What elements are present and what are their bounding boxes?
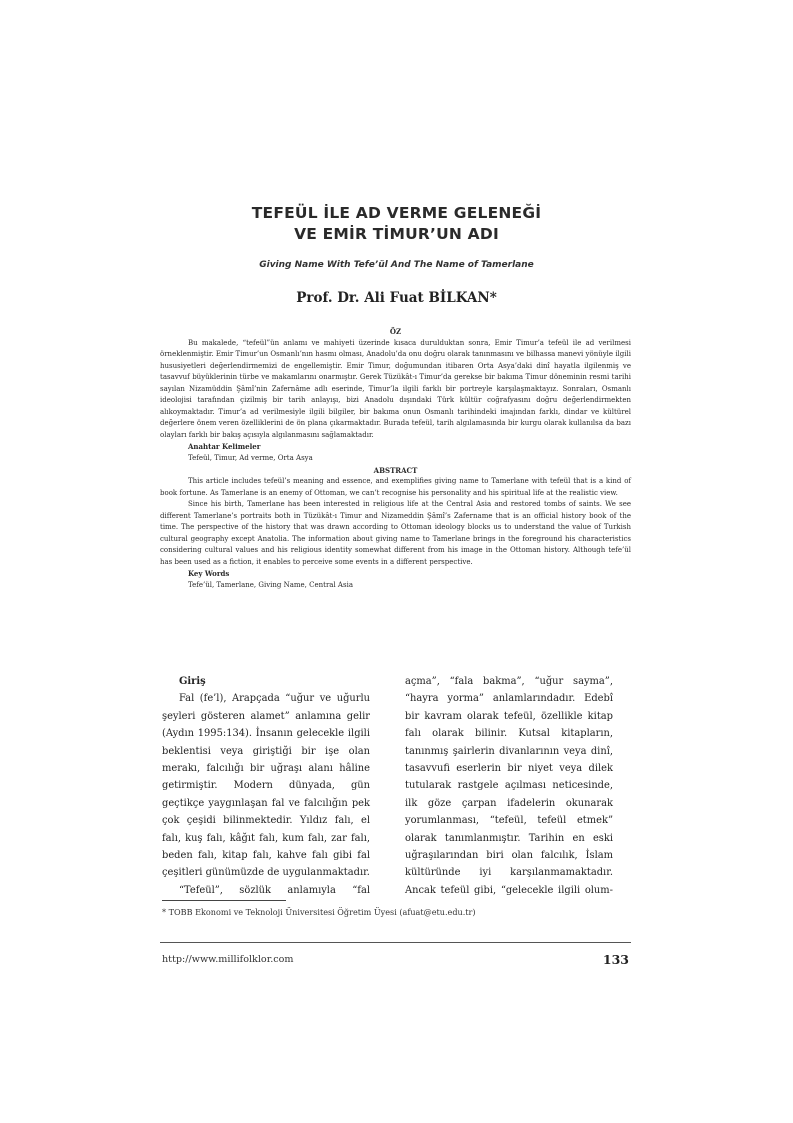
abstract-heading: ABSTRACT (373, 465, 418, 475)
abstract-paragraph-1: This article includes tefeül’s meaning and essence, and exemplifies giving name to Tamerlane with tefeül that is a kind of book fortune. As Tamerlane is an enemy of Ottoman, we can’t recognise his personality and his spiritual life at the realistic view. (160, 477, 631, 497)
footnote-divider (162, 900, 286, 901)
oz-keywords-heading: Anahtar Kelimeler (188, 442, 261, 452)
footer-url-link[interactable]: http://www.millifolklor.com (162, 954, 294, 965)
article-title-line2: VE EMİR TİMUR’UN ADI (294, 225, 499, 243)
abstract-paragraph-2: Since his birth, Tamerlane has been interested in religious life at the Central Asia and restored tombs of saints. We see different Tamerlane’s portraits both in Tüzükât-ı Timur and Nizameddin Şâmî’s Zafername that is an official history book of the time. The perspective of the history that was drawn according to Ottoman ideology blocks us to understand the value of Turkish cultural geography except Anatolia. The information about giving name to Tamerlane brings in the foreground his characteristics considering cultural values and his religious identity somewhat different from his image in the Ottoman history. Although tefe’ül has been used as a fiction, it enables to perceive some events in a different perspective. (160, 500, 631, 566)
body-paragraph: Fal (fe’l), Arapçada “uğur ve uğurlu şeyleri gösteren alamet” anlamına gelir (Aydın 1995:134). İnsanın gelecekle ilgili beklentisi veya giriştiği bir işe olan merakı, falcılığı bir uğraşı alanı hâline getirmiştir. Modern dünyada, gün geçtikçe yaygınlaşan fal ve falcılığın pek çok çeşidi bilinmektedir. Yıldız falı, el falı, kuş falı, kâğıt falı, kum falı, zar falı, beden falı, kitap falı, kahve falı gibi fal çeşitleri günümüzde de uygulanmaktadır. (162, 693, 370, 879)
abstract-keywords-heading: Key Words (188, 569, 230, 579)
footer-divider (160, 942, 631, 943)
page-number: 133 (602, 952, 629, 967)
footnote: * TOBB Ekonomi ve Teknoloji Üniversitesi Öğretim Üyesi (afuat@etu.edu.tr) (162, 907, 476, 917)
body-column-left (162, 673, 370, 899)
abstract-keywords: Tefe’ül, Tamerlane, Giving Name, Central Asia (188, 581, 353, 590)
body-paragraph: açma”, “fala bakma”, “uğur sayma”, “hayra yorma” anlamlarındadır. Edebî bir kavram olarak tefeül, özellikle kitap falı olarak bilinir. Kutsal kitapların, tanınmış şairlerin divanlarının veya dinî, tasavvufi eserlerin bir niyet veya dilek tutularak rastgele açılması neticesinde, ilk göze çarpan ifadelerin okunarak yorumlanması, “tefeül, tefeül etmek” olarak tanımlanmıştır. Tarihin en eski uğraşılarından biri olan falcılık, İslam kültüründe iyi karşılanmamaktadır. Ancak tefeül gibi, “gelecekle ilgili olum- (405, 676, 613, 896)
author-name: Prof. Dr. Ali Fuat BİLKAN* (296, 290, 497, 306)
oz-keywords: Tefeül, Timur, Ad verme, Orta Asya (188, 454, 313, 463)
section-heading: Giriş (179, 676, 206, 687)
body-column-right (405, 673, 613, 899)
article-subtitle: Giving Name With Tefe’ül And The Name of Tamerlane (259, 260, 534, 270)
article-title-line1: TEFEÜL İLE AD VERME GELENEĞİ (251, 204, 542, 222)
body-paragraph: “Tefeül”, sözlük anlamıyla “fal (179, 884, 370, 896)
abstract-block (160, 326, 631, 592)
oz-body: Bu makalede, “tefeül”ün anlamı ve mahiyeti üzerinde kısaca durulduktan sonra, Emir Timur’a tefeül ile ad verilmesi örneklenmiştir. Emir Timur’un Osmanlı’nın hasmı olması, Anadolu’da onu doğru olarak tanınmasını ve bilhassa manevi yönüyle ilgili hususiyetleri değerlendirmemizi de engellemiştir. Emir Timur, doğumundan itibaren Orta Asya’daki dinî hayatla ilgilenmiş ve tasavvuf büyüklerinin türbe ve makamlarını onarmıştır. Gerek Tüzükât-ı Timur’da gerekse bir bakıma Timur döneminin resmi tarihi sayılan Nizamüddin Şâmî’nin Zafernâme adlı eserinde, Timur’la ilgili farklı bir portreyle karşılaşmaktayız. Sonraları, Osmanlı ideolojisi tarafından çizilmiş bir tarih anlayışı, bizi Anadolu dışındaki Türk kültür coğrafyasını doğru değerlendirmekten alıkoymaktadır. Timur’a ad verilmesiyle ilgili bilgiler, bir bakıma onun Osmanlı tarihindeki imajından farklı, dindar ve kültürel değerlere önem veren özelliklerini de ön plana çıkarmaktadır. Burada tefeül, tarih algılamasında bir kurgu olarak kullanılsa da bazı olayları farklı bir bakış açısıyla algılanmasını sağlamaktadır. (160, 338, 631, 439)
oz-heading: ÖZ (389, 327, 402, 336)
